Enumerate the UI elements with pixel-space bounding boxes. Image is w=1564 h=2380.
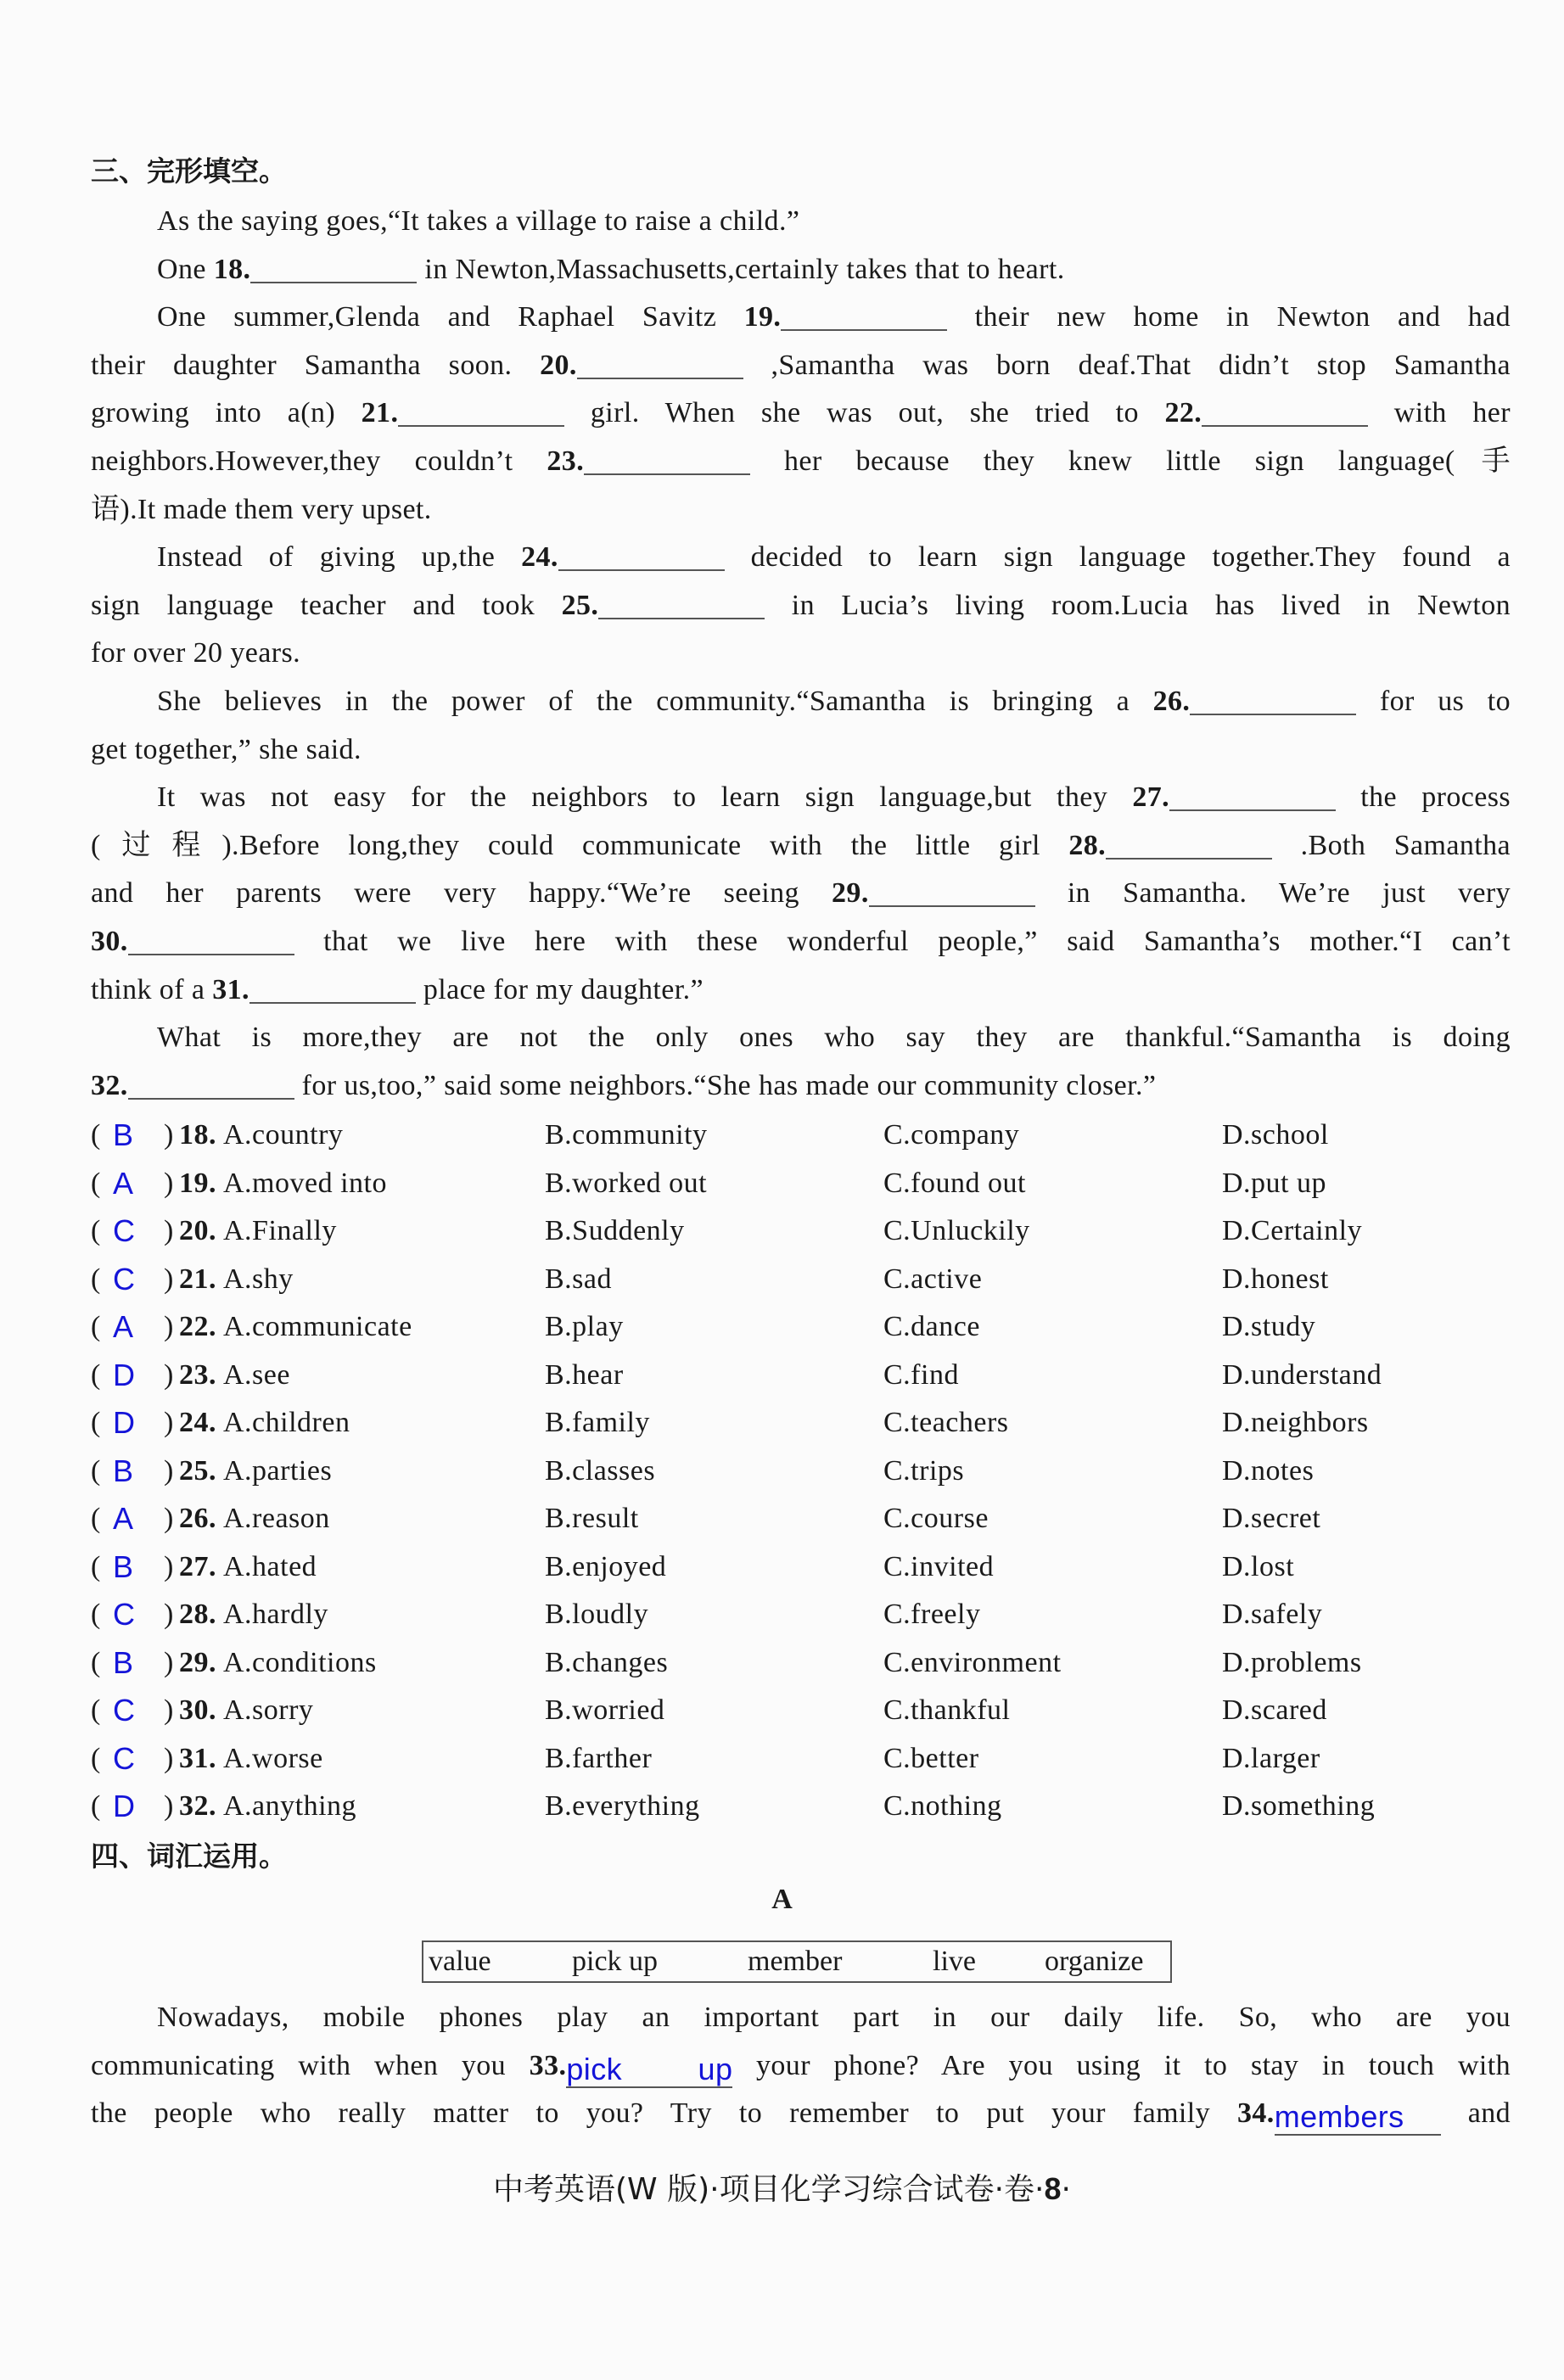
answer-field[interactable] — [577, 344, 743, 379]
selected-answer: C — [113, 1261, 136, 1296]
question-row — [91, 1399, 1533, 1448]
question-number: 21. — [361, 397, 399, 429]
answer-blank — [744, 294, 948, 342]
option-c[interactable]: C.thankful — [883, 1694, 1011, 1726]
option-d[interactable]: D.larger — [1222, 1742, 1320, 1774]
option-d[interactable]: D.honest — [1222, 1263, 1329, 1295]
option-c[interactable]: C.invited — [883, 1550, 995, 1582]
text-segment: What is more,they are not the only ones who say they are thankful.“Samantha is doing — [157, 1022, 1511, 1054]
option-c[interactable]: C.company — [883, 1119, 1020, 1151]
option-d[interactable]: D.put up — [1222, 1167, 1326, 1199]
answer-field[interactable] — [558, 535, 725, 571]
option-b[interactable]: B.family — [545, 1407, 650, 1438]
selected-answer: C — [113, 1693, 136, 1728]
paren-close: ) — [164, 1263, 174, 1295]
paren-close: ) — [164, 1358, 174, 1391]
answer-blank — [1237, 2090, 1441, 2138]
text-line — [91, 438, 1511, 486]
text-line — [91, 534, 1511, 582]
text-line — [91, 630, 1511, 678]
paren-open: ( — [91, 1407, 101, 1438]
answer-field[interactable] — [128, 920, 294, 955]
selected-answer: B — [113, 1644, 134, 1680]
question-row — [91, 1591, 1533, 1639]
text-segment: neighbors.However,they couldn’t — [91, 445, 547, 477]
selected-answer: A — [113, 1501, 134, 1536]
text-segment: 语).It made them very upset. — [91, 493, 432, 525]
paren-open: ( — [91, 1167, 101, 1199]
text-segment: ,Samantha was born deaf.That didn’t stop Samantha — [771, 349, 1511, 381]
part-a-title: A — [771, 1884, 793, 1915]
question-number: 24. — [179, 1407, 216, 1438]
paren-open: ( — [91, 1454, 101, 1487]
option-b[interactable]: B.loudly — [545, 1599, 649, 1630]
paren-open: ( — [91, 1550, 101, 1582]
question-number: 32. — [179, 1790, 216, 1822]
answer-field[interactable] — [584, 440, 750, 475]
text-segment: in Newton,Massachusetts,certainly takes that to heart. — [424, 253, 1065, 285]
option-a[interactable]: A.anything — [223, 1790, 357, 1822]
option-c[interactable]: C.teachers — [883, 1407, 1009, 1438]
question-number: 19. — [179, 1167, 216, 1199]
text-segment: .Both Samantha — [1300, 829, 1511, 861]
question-row — [91, 1207, 1533, 1256]
question-number: 29. — [832, 877, 869, 910]
question-number: 26. — [179, 1503, 216, 1534]
answer-blank — [91, 1062, 294, 1111]
option-c[interactable]: C.nothing — [883, 1790, 1002, 1822]
text-segment: and — [1467, 2097, 1511, 2130]
word-box-item: live — [933, 1946, 976, 1977]
question-number: 27. — [179, 1550, 216, 1582]
text-segment: their daughter Samantha soon. — [91, 349, 513, 381]
paren-close: ) — [164, 1503, 174, 1534]
option-d[interactable]: D.secret — [1222, 1503, 1321, 1534]
option-b[interactable]: B.hear — [545, 1358, 624, 1391]
option-c[interactable]: C.find — [883, 1358, 959, 1391]
question-row — [91, 1303, 1533, 1352]
paren-close: ) — [164, 1454, 174, 1487]
text-segment: and her parents were very happy.“We’re seeing — [91, 877, 832, 910]
footer-text: 中考英语(W 版)·项目化学习综合试卷·卷· — [493, 2172, 1045, 2207]
text-segment: sign language teacher and took — [91, 589, 562, 621]
word-box-item: value — [429, 1946, 491, 1977]
question-number: 23. — [179, 1358, 216, 1391]
option-c[interactable]: C.course — [883, 1503, 989, 1534]
selected-answer: C — [113, 1213, 136, 1248]
question-row — [91, 1543, 1533, 1592]
option-a[interactable]: A.reason — [223, 1503, 330, 1534]
text-line — [91, 246, 1511, 294]
paren-open: ( — [91, 1599, 101, 1630]
paren-open: ( — [91, 1215, 101, 1246]
option-c[interactable]: C.found out — [883, 1167, 1026, 1199]
text-segment: She believes in the power of the community.“Samantha is bringing a — [157, 685, 1153, 717]
text-segment: for over 20 years. — [91, 637, 300, 669]
answer-field[interactable] — [249, 968, 416, 1004]
option-a[interactable]: A.moved into — [223, 1167, 387, 1199]
text-segment: It was not easy for the neighbors to learn sign language,but they — [157, 781, 1133, 814]
question-row — [91, 1160, 1533, 1208]
text-segment: Instead of giving up,the — [157, 541, 522, 574]
question-row — [91, 1256, 1533, 1304]
text-segment: the process — [1360, 781, 1511, 814]
answer-blank — [832, 870, 1035, 918]
answer-blank — [521, 534, 725, 582]
question-number: 25. — [561, 589, 599, 621]
answer-blank — [1165, 389, 1369, 438]
answer-blank — [91, 918, 294, 966]
page-footer — [0, 2165, 1564, 2209]
text-segment: (过程).Before long,they could communicate with the little girl — [91, 829, 1069, 861]
answer-blank — [562, 582, 765, 630]
paren-close: ) — [164, 1742, 174, 1774]
selected-answer: D — [113, 1789, 136, 1823]
paren-open: ( — [91, 1503, 101, 1534]
option-b[interactable]: B.worried — [545, 1694, 665, 1726]
paren-open: ( — [91, 1742, 101, 1774]
option-a[interactable]: A.worse — [223, 1742, 323, 1774]
text-segment: Nowadays, mobile phones play an important part in our daily life. So, who are you — [157, 2002, 1511, 2033]
question-number: 28. — [1068, 829, 1107, 861]
answer-blank — [212, 966, 416, 1015]
text-segment: think of a — [91, 973, 213, 1005]
answer-field[interactable] — [781, 295, 947, 331]
answer-blank — [547, 438, 750, 486]
paren-close: ) — [164, 1550, 174, 1582]
question-row — [91, 1352, 1533, 1400]
answer-field[interactable]: members — [1275, 2100, 1441, 2136]
option-b[interactable]: B.everything — [545, 1790, 700, 1822]
text-segment: communicating with when you — [91, 2049, 530, 2081]
word-box-item: pick up — [572, 1946, 659, 1977]
option-c[interactable]: C.environment — [883, 1646, 1062, 1678]
text-line — [91, 1994, 1511, 2042]
selected-answer: A — [113, 1309, 134, 1344]
answer-field[interactable] — [869, 871, 1035, 907]
option-c[interactable]: C.freely — [883, 1599, 981, 1630]
question-number: 25. — [179, 1454, 216, 1487]
paren-close: ) — [164, 1790, 174, 1822]
text-segment: place for my daughter.” — [423, 973, 704, 1005]
option-d[interactable]: D.lost — [1222, 1550, 1295, 1582]
question-number: 20. — [179, 1215, 216, 1246]
text-line — [91, 1014, 1511, 1062]
text-line — [91, 678, 1511, 726]
selected-answer: C — [113, 1740, 136, 1776]
word-box-item: organize — [1045, 1946, 1144, 1977]
text-segment: decided to learn sign language together.They found a — [750, 541, 1511, 574]
option-a[interactable]: A.parties — [223, 1454, 333, 1487]
text-line — [91, 2090, 1511, 2138]
text-line — [91, 582, 1511, 630]
question-number: 18. — [179, 1119, 216, 1151]
paren-close: ) — [164, 1119, 174, 1151]
answer-field[interactable] — [1190, 680, 1356, 715]
text-segment: her because they knew little sign language(手 — [784, 445, 1511, 477]
text-segment: As the saying goes,“It takes a village to raise a child.” — [157, 205, 800, 237]
answer-blank — [1132, 774, 1336, 822]
cloze-passage — [91, 198, 1511, 1110]
vocab-passage — [91, 1994, 1511, 2138]
answer-field[interactable] — [1202, 391, 1368, 427]
selected-answer: C — [113, 1597, 136, 1632]
text-line — [91, 918, 1511, 966]
selected-answer: D — [113, 1405, 136, 1440]
option-c[interactable]: C.Unluckily — [883, 1215, 1030, 1246]
option-a[interactable]: A.see — [223, 1358, 290, 1391]
option-a[interactable]: A.Finally — [223, 1215, 337, 1246]
option-d[interactable]: D.neighbors — [1222, 1407, 1369, 1438]
text-segment: One — [157, 253, 214, 285]
question-row — [91, 1735, 1533, 1784]
option-d[interactable]: D.notes — [1222, 1454, 1315, 1487]
footer-tail: · — [1061, 2172, 1071, 2207]
paren-close: ) — [164, 1215, 174, 1246]
paren-open: ( — [91, 1358, 101, 1391]
text-line — [91, 726, 1511, 775]
question-number: 30. — [91, 925, 128, 957]
selected-answer: B — [113, 1117, 134, 1152]
option-a[interactable]: A.shy — [223, 1263, 294, 1295]
option-b[interactable]: B.community — [545, 1119, 708, 1151]
option-d[interactable]: D.study — [1222, 1311, 1316, 1342]
text-segment: their new home in Newton and had — [974, 301, 1511, 333]
question-number: 20. — [540, 349, 577, 381]
text-line — [91, 198, 1511, 246]
text-segment: that we live here with these wonderful people,” said Samantha’s mother.“I can’t — [323, 925, 1511, 957]
page-number: 8 — [1044, 2171, 1062, 2206]
option-d[interactable]: D.something — [1222, 1790, 1376, 1822]
paren-open: ( — [91, 1311, 101, 1342]
word-box-item: member — [748, 1946, 843, 1977]
word-box — [422, 1940, 1172, 1983]
question-number: 28. — [179, 1599, 216, 1630]
answer-field[interactable]: pick up — [566, 2051, 733, 2086]
answer-field[interactable] — [1106, 824, 1272, 860]
option-a[interactable]: A.conditions — [223, 1646, 377, 1678]
option-c[interactable]: C.active — [883, 1263, 983, 1295]
paren-close: ) — [164, 1694, 174, 1726]
answer-field[interactable] — [1169, 776, 1336, 811]
answer-field[interactable] — [250, 248, 417, 283]
text-line — [91, 870, 1511, 918]
text-line — [91, 389, 1511, 438]
text-segment: get together,” she said. — [91, 733, 362, 765]
option-b[interactable]: B.worked out — [545, 1167, 708, 1199]
option-c[interactable]: C.trips — [883, 1454, 965, 1487]
option-d[interactable]: D.safely — [1222, 1599, 1323, 1630]
option-b[interactable]: B.play — [545, 1311, 624, 1342]
paren-close: ) — [164, 1599, 174, 1630]
paren-close: ) — [164, 1646, 174, 1678]
question-number: 30. — [179, 1694, 216, 1726]
text-line — [91, 342, 1511, 390]
question-number: 31. — [179, 1742, 216, 1774]
option-b[interactable]: B.farther — [545, 1742, 653, 1774]
option-d[interactable]: D.scared — [1222, 1694, 1327, 1726]
option-b[interactable]: B.sad — [545, 1263, 612, 1295]
paren-close: ) — [164, 1167, 174, 1199]
question-row — [91, 1448, 1533, 1496]
option-c[interactable]: C.dance — [883, 1311, 980, 1342]
question-number: 32. — [91, 1069, 128, 1101]
answer-blank — [362, 389, 565, 438]
cloze-options — [91, 1112, 1533, 1831]
question-number: 22. — [1164, 397, 1202, 429]
option-b[interactable]: B.enjoyed — [545, 1550, 667, 1582]
option-d[interactable]: D.school — [1222, 1119, 1329, 1151]
question-row — [91, 1783, 1533, 1831]
text-segment: in Lucia’s living room.Lucia has lived in Newton — [791, 589, 1511, 621]
option-a[interactable]: A.children — [223, 1407, 350, 1438]
question-row — [91, 1112, 1533, 1160]
text-segment: in Samantha. We’re just very — [1067, 877, 1511, 910]
option-d[interactable]: D.Certainly — [1222, 1215, 1363, 1246]
paren-close: ) — [164, 1311, 174, 1342]
paren-open: ( — [91, 1263, 101, 1295]
question-row — [91, 1495, 1533, 1543]
text-segment: girl. When she was out, she tried to — [590, 397, 1165, 429]
selected-answer: B — [113, 1453, 134, 1488]
question-number: 34. — [1237, 2097, 1275, 2130]
answer-blank — [214, 246, 418, 294]
text-line — [91, 774, 1511, 822]
selected-answer: D — [113, 1357, 136, 1392]
question-number: 33. — [529, 2049, 567, 2081]
text-line — [91, 294, 1511, 342]
option-c[interactable]: C.better — [883, 1742, 979, 1774]
option-b[interactable]: B.result — [545, 1503, 639, 1534]
option-d[interactable]: D.problems — [1222, 1646, 1362, 1678]
question-row — [91, 1687, 1533, 1735]
selected-answer: B — [113, 1548, 134, 1584]
answer-field[interactable] — [398, 391, 564, 427]
text-segment: One summer,Glenda and Raphael Savitz — [157, 301, 744, 333]
paren-open: ( — [91, 1694, 101, 1726]
text-segment: your phone? Are you using it to stay in touch with — [756, 2049, 1511, 2081]
paren-open: ( — [91, 1790, 101, 1822]
option-b[interactable]: B.classes — [545, 1454, 656, 1487]
text-segment: growing into a(n) — [91, 397, 362, 429]
option-a[interactable]: A.hardly — [223, 1599, 328, 1630]
option-a[interactable]: A.sorry — [223, 1694, 314, 1726]
text-line — [91, 2042, 1511, 2091]
answer-blank — [1153, 678, 1357, 726]
question-number: 24. — [521, 541, 558, 574]
option-b[interactable]: B.Suddenly — [545, 1215, 685, 1246]
question-number: 23. — [547, 445, 585, 477]
answer-field[interactable] — [598, 584, 765, 619]
section-3-title: 三、完形填空。 — [91, 154, 287, 188]
question-number: 29. — [179, 1646, 216, 1678]
paren-close: ) — [164, 1407, 174, 1438]
option-a[interactable]: A.country — [223, 1119, 344, 1151]
option-a[interactable]: A.communicate — [223, 1311, 412, 1342]
question-number: 31. — [212, 973, 249, 1005]
section-4-title: 四、词汇运用。 — [91, 1840, 287, 1873]
text-segment: for us to — [1379, 685, 1511, 717]
question-number: 26. — [1152, 685, 1191, 717]
question-number: 18. — [213, 253, 251, 285]
option-d[interactable]: D.understand — [1222, 1358, 1382, 1391]
question-number: 19. — [743, 301, 782, 333]
text-segment: for us,too,” said some neighbors.“She has made our community closer.” — [301, 1069, 1157, 1101]
question-row — [91, 1639, 1533, 1688]
answer-blank — [530, 2042, 733, 2091]
answer-field[interactable] — [128, 1064, 294, 1100]
text-segment: with her — [1393, 397, 1511, 429]
answer-blank — [540, 342, 743, 390]
paren-open: ( — [91, 1119, 101, 1151]
paren-open: ( — [91, 1646, 101, 1678]
text-line — [91, 966, 1511, 1015]
question-number: 22. — [179, 1311, 216, 1342]
answer-blank — [1068, 822, 1272, 871]
text-line — [91, 486, 1511, 535]
text-line — [91, 1062, 1511, 1111]
text-line — [91, 822, 1511, 871]
text-segment: the people who really matter to you? Try to remember to put your family — [91, 2097, 1237, 2130]
option-a[interactable]: A.hated — [223, 1550, 317, 1582]
question-number: 21. — [179, 1263, 216, 1295]
option-b[interactable]: B.changes — [545, 1646, 669, 1678]
question-number: 27. — [1132, 781, 1170, 814]
selected-answer: A — [113, 1165, 134, 1201]
